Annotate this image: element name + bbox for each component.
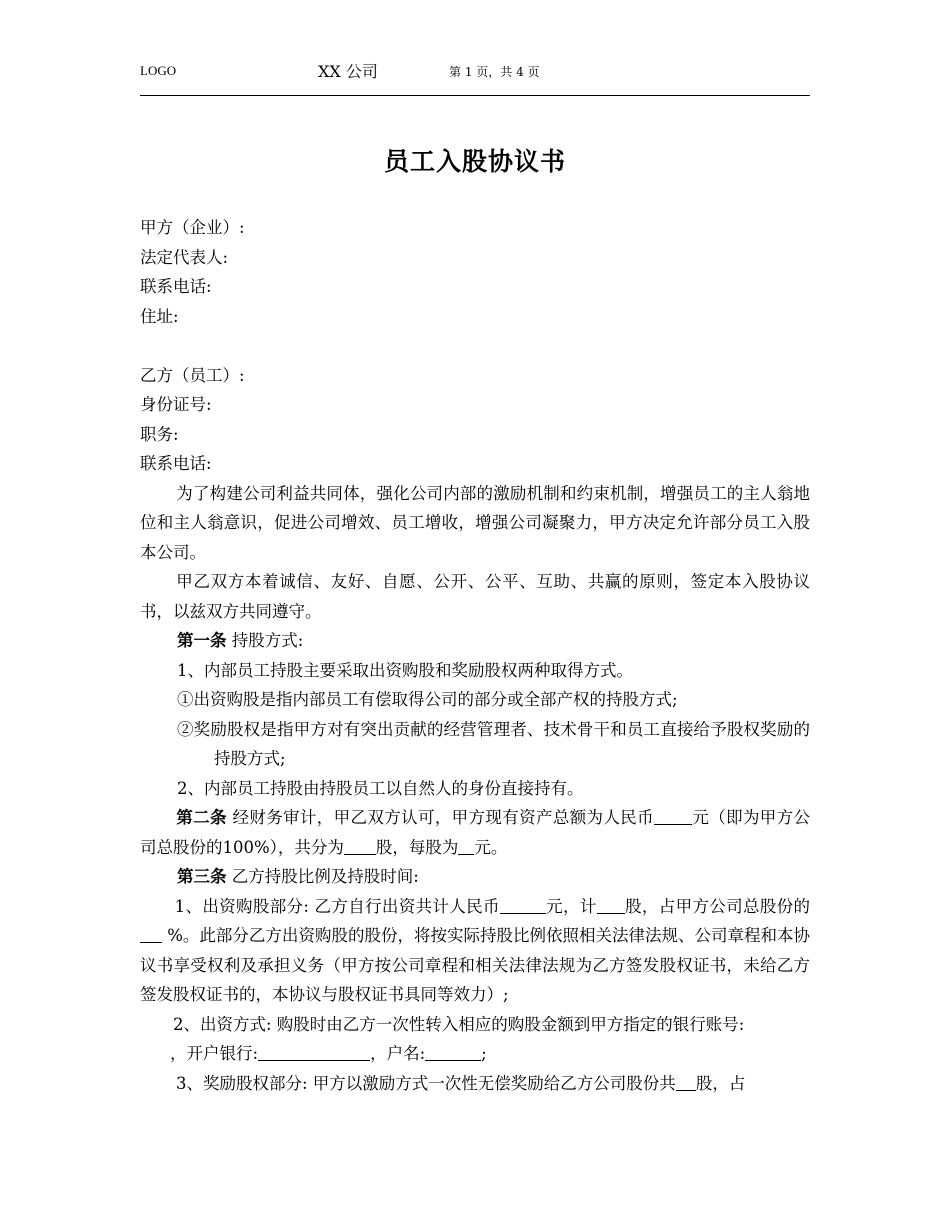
article-2-paragraph — [140, 803, 810, 862]
article-3-p1-text-a: 1、出资购股部分: 乙方自行出资共计人民币 — [174, 896, 500, 916]
blank-investment-amount — [500, 895, 546, 914]
logo-text: LOGO — [140, 63, 177, 78]
article-3-p1-text-c: 股，占甲方公司总股份的 — [624, 896, 811, 916]
article-2-text-4: 元。 — [474, 837, 508, 857]
article-1-item-3: ②奖励股权是指甲方对有突出贡献的经营管理者、技术骨干和员工直接给予股权奖励的持股方式; — [177, 719, 810, 768]
article-1-title: 持股方式: — [226, 631, 304, 650]
article-1-heading — [140, 626, 810, 656]
article-1-item-2: ①出资购股是指内部员工有偿取得公司的部分或全部产权的持股方式; — [177, 690, 678, 709]
party-b-id-label: 身份证号: — [140, 395, 212, 414]
article-3-p1-text-b: 元，计 — [545, 896, 597, 916]
bank-label: ，开户银行: — [170, 1044, 259, 1063]
party-b-name-label: 乙方（员工）: — [140, 365, 245, 385]
intro-paragraph-2: 甲乙双方本着诚信、友好、自愿、公开、公平、互助、共赢的原则，签定本入股协议书，以兹双方共同遵守。 — [140, 572, 810, 621]
article-1-item-4: 2、内部员工持股由持股员工以自然人的身份直接持有。 — [177, 778, 584, 798]
article-3-p3-text-a: 3、奖励股权部分: 甲方以激励方式一次性无偿奖励给乙方公司股份共 — [176, 1073, 676, 1093]
blank-reward-shares — [676, 1072, 696, 1091]
document-title: 员工入股协议书 — [383, 147, 566, 176]
document-body — [140, 213, 810, 1098]
blank-account-name — [425, 1042, 481, 1061]
article-3-bank-line — [140, 1039, 810, 1069]
article-2-text-1: 经财务审计，甲乙双方认可，甲方现有资产总额为人民币 — [226, 808, 654, 827]
article-3-p1-text-d: %。此部分乙方出资购股的股份，将按实际持股比例依照相关法律法规、公司章程和本协议书享受权利及承担义务（甲方按公司章程和相关法律法规为乙方签发股权证书，未给乙方签发股权证书的，本协议与股权证书具同等效力）; — [140, 926, 810, 1004]
article-3-heading — [140, 862, 810, 892]
article-3-paragraph-3 — [140, 1069, 810, 1099]
article-3-title: 乙方持股比例及持股时间: — [226, 867, 419, 886]
party-a-rep-label: 法定代表人: — [140, 247, 229, 267]
company-name: XX 公司 — [318, 62, 378, 81]
page-number: 第 1 页，共 4 页 — [449, 65, 540, 79]
article-1-item-1: 1、内部员工持股主要采取出资购股和奖励股权两种取得方式。 — [177, 660, 633, 680]
article-3-label: 第三条 — [177, 867, 227, 886]
party-a-phone-label: 联系电话: — [140, 277, 212, 296]
blank-bank-name — [258, 1042, 370, 1061]
spacer — [140, 331, 810, 361]
party-a-name-label: 甲方（企业）: — [140, 218, 245, 237]
article-2-text-3: 股，每股为 — [375, 837, 459, 857]
bank-line-end: ; — [481, 1044, 487, 1063]
article-2-label: 第二条 — [176, 808, 227, 827]
account-name-label: ，户名: — [370, 1044, 426, 1063]
article-3-paragraph-2: 2、出资方式: 购股时由乙方一次性转入相应的购股金额到甲方指定的银行账号: — [173, 1014, 745, 1034]
article-3-p3-text-b: 股，占 — [695, 1073, 746, 1093]
party-a-address-label: 住址: — [140, 306, 179, 326]
article-1-label: 第一条 — [177, 631, 227, 650]
intro-paragraph-1: 为了构建公司利益共同体，强化公司内部的激励机制和约束机制，增强员工的主人翁地位和主人翁意识，促进公司增效、员工增收，增强公司凝聚力，甲方决定允许部分员工入股本公司。 — [140, 483, 810, 562]
blank-total-shares — [344, 836, 376, 855]
blank-purchased-shares — [597, 895, 625, 914]
party-b-phone-label: 联系电话: — [140, 454, 212, 473]
blank-total-assets — [654, 806, 692, 825]
blank-share-percent — [140, 924, 162, 943]
article-3-paragraph-1 — [140, 892, 810, 1010]
page-header — [140, 56, 810, 86]
party-b-position-label: 职务: — [140, 424, 179, 444]
blank-share-price — [458, 836, 474, 855]
header-divider — [140, 95, 810, 96]
article-2-text-2: 元（即为甲方公司总股份的100%），共分为 — [140, 808, 811, 857]
